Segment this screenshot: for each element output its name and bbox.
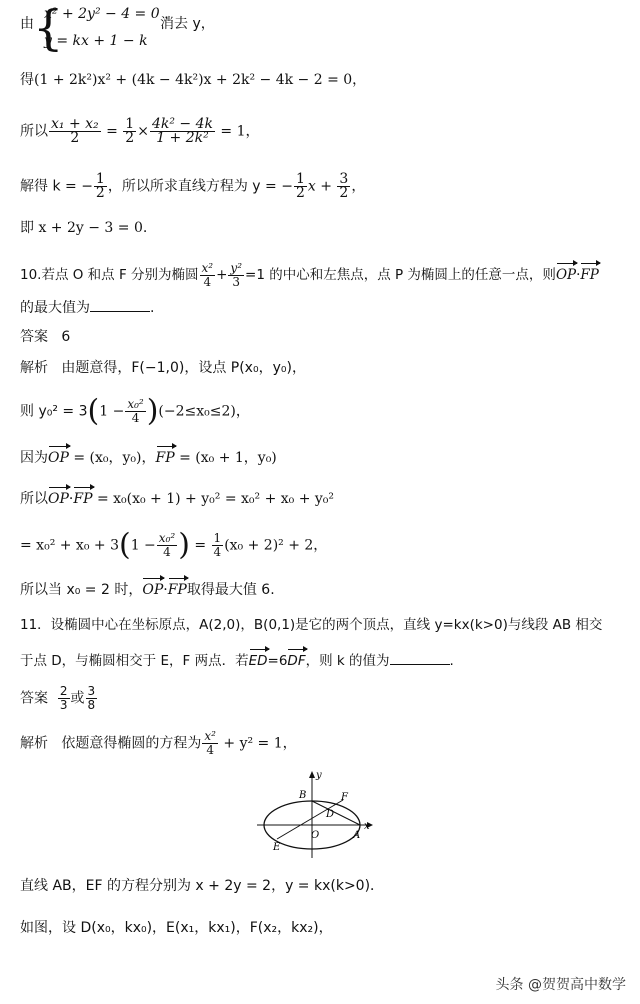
solution-10: 解析 由题意得，F(−1,0)，设点 P(x₀，y₀)，	[20, 360, 306, 376]
label-a: A	[353, 830, 361, 841]
question-11-line2: 于点 D，与椭圆相交于 E，F 两点．若ED=6DF，则 k 的值为 .	[20, 653, 454, 669]
answer-10: 答案 6	[20, 329, 71, 345]
label-x: x	[364, 821, 370, 832]
solution-step-4: 所以OP·FP = x₀(x₀ + 1) + y₀² = x₀² + x₀ + y₀²	[20, 491, 335, 507]
answer-blank	[90, 299, 150, 312]
label-e: E	[273, 842, 281, 853]
system-tail: 消去 y，	[160, 16, 215, 32]
watermark: 头条 @贺贺高中数学	[495, 977, 626, 993]
solution-step-6: 所以当 x₀ = 2 时，OP·FP取得最大值 6.	[20, 582, 275, 598]
label-f: F	[341, 792, 348, 803]
solve-k-line: 解得 k = − $\frac{1}{2}$ ，所以所求直线方程为 y = − $\frac{1}{2}$ x + $\frac{3}{2}$ ，	[20, 171, 366, 201]
answer-11: 答案 $\frac{2}{3}$ 或 $\frac{3}{8}$	[20, 684, 96, 712]
label-d: D	[326, 809, 335, 820]
ellipse-figure	[255, 768, 375, 860]
system-brace: {	[33, 0, 64, 56]
label-o: O	[311, 830, 320, 841]
question-11: 11．设椭圆中心在坐标原点，A(2,0)，B(0,1)是它的两个顶点，直线 y=kx(k>0)与线段 AB 相交	[20, 617, 603, 633]
coordinate-setup: 如图，设 D(x₀，kx₀)，E(x₁，kx₁)，F(x₂，kx₂)，	[20, 920, 333, 936]
line-equations: 直线 AB，EF 的方程分别为 x + 2y = 2，y = kx(k>0)．	[20, 878, 385, 894]
system-eq2: y = kx + 1 − k	[44, 33, 148, 49]
solution-step-3: 因为OP = (x₀，y₀)，FP = (x₀ + 1，y₀)	[20, 450, 277, 466]
solution-11: 解析 依题意得椭圆的方程为 $\frac{\text{x²}}{4}$ + y² = 1，	[20, 729, 297, 757]
question-10-line2: 的最大值为 .	[20, 300, 155, 316]
eliminated-equation: 得(1 + 2k²)x² + (4k − 4k²)x + 2k² − 4k − 2 = 0，	[20, 72, 367, 88]
line-equation-result: 即 x + 2y − 3 = 0.	[20, 220, 148, 236]
sum-of-roots-line: 所以 $\frac{\text{x₁ + x₂}}{2}$ = $\frac{1}{2}$ × $\frac{\text{4k² − 4k}}{\text{1 + 2k²}}$ = 1，	[20, 116, 260, 146]
label-y: y	[316, 770, 322, 781]
answer-blank	[390, 652, 450, 665]
solution-step-5: = x₀² + x₀ + 3(1 − $\frac{\text{x₀²}}{4}$ ) = $\frac{1}{4}$ (x₀ + 2)² + 2，	[20, 527, 328, 563]
fraction: $\frac{\text{x₁ + x₂}}{2}$	[51, 116, 99, 146]
system-lead: 由	[20, 16, 34, 32]
solution-step-2: 则 y₀² = 3(1 − $\frac{\text{x₀²}}{4}$ )(−2≤x₀≤2)，	[20, 393, 250, 429]
label-b: B	[299, 790, 307, 801]
question-10: 10.若点 O 和点 F 分别为椭圆 $\frac{\text{x²}}{4}$ + $\frac{\text{y²}}{3}$ =1 的中心和左焦点，点 P 为椭圆上的任意一点，则OP·FP	[20, 261, 599, 289]
system-eq1: x² + 2y² − 4 = 0 ，	[44, 6, 179, 22]
